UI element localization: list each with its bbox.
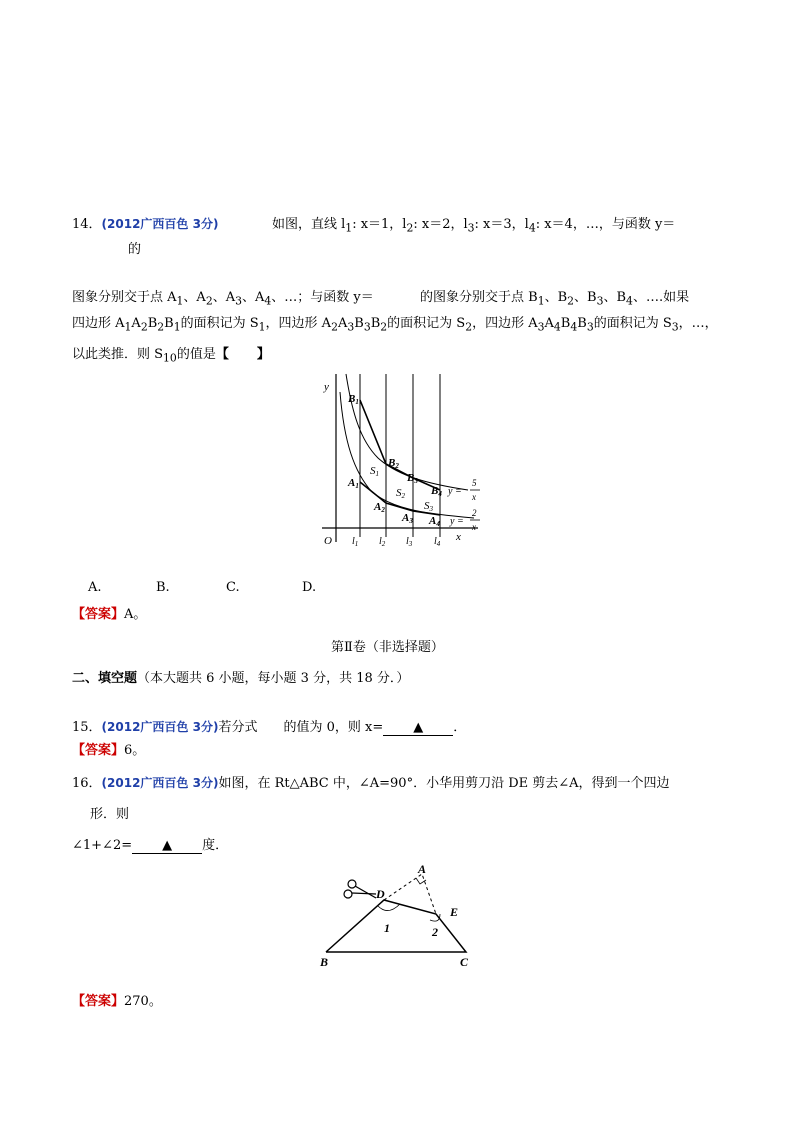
angle-1-arc bbox=[378, 904, 400, 911]
q14-text: 、B bbox=[603, 290, 627, 305]
cut-triangle-dashed bbox=[384, 874, 436, 914]
q14-text: 、A bbox=[212, 290, 236, 305]
answer-label: 【答案】 bbox=[72, 743, 125, 758]
q14-answer bbox=[72, 603, 146, 622]
q14-sub: 3 bbox=[586, 320, 594, 334]
q14-sub: 1 bbox=[258, 320, 266, 334]
q14-text: B bbox=[370, 316, 381, 331]
q15-text-a: 若分式 bbox=[218, 720, 258, 735]
q14-text: 如图，直线 l bbox=[272, 217, 346, 232]
fig-curve-bottom-label: y = bbox=[450, 516, 464, 527]
fig-s-label: S2 bbox=[396, 487, 405, 500]
q14-sub: 4 bbox=[528, 221, 536, 235]
q14-sub: 2 bbox=[465, 320, 473, 334]
q16-source: (2012广西百色 3分) bbox=[101, 776, 219, 790]
q14-text: A bbox=[131, 316, 141, 331]
fig-curve-bottom-num: 2 bbox=[472, 508, 477, 518]
fig-point-e: E bbox=[450, 905, 459, 919]
q15-line bbox=[72, 716, 466, 736]
q14-sub: 3 bbox=[347, 320, 355, 334]
fig-b-label: B3 bbox=[407, 472, 418, 485]
section-heading-rest: （本大题共 6 小题，每小题 3 分，共 18 分．） bbox=[137, 671, 410, 686]
scissors-icon bbox=[344, 880, 376, 898]
fig-s-label: S1 bbox=[370, 465, 379, 478]
q14-sub: 4 bbox=[570, 320, 578, 334]
fig-l-label: $l_2$ bbox=[379, 536, 386, 548]
q14-sub: 2 bbox=[567, 294, 575, 308]
q14-text: 的面积记为 S bbox=[593, 316, 672, 331]
section-heading-bold: 二、填空题 bbox=[72, 671, 138, 686]
q14-sub: 3 bbox=[596, 294, 604, 308]
q14-figure bbox=[318, 372, 486, 550]
fig-curve-top-num: 5 bbox=[472, 478, 477, 488]
fig-point-c: C bbox=[460, 955, 469, 969]
q16-text-a: ∠1+∠2= bbox=[72, 838, 133, 853]
q14-text: B bbox=[577, 316, 587, 331]
fig-a-label: A2 bbox=[374, 501, 385, 514]
answer-label: 【答案】 bbox=[72, 994, 125, 1009]
q14-text: : x＝4，…，与函数 y＝ bbox=[535, 217, 676, 232]
q16-text-b: 度． bbox=[202, 838, 229, 853]
q16-blank bbox=[132, 838, 202, 854]
fig-x-label: x bbox=[456, 531, 461, 543]
q14-text: 、B bbox=[574, 290, 597, 305]
q14-sub: 1 bbox=[176, 294, 184, 308]
q14-sub: 3 bbox=[235, 294, 242, 308]
q14-sub: 3 bbox=[363, 320, 371, 334]
volume-title: 第Ⅱ卷（非选择题） bbox=[331, 640, 444, 655]
q14-option-d: D. bbox=[302, 580, 317, 595]
q14-sub: 2 bbox=[157, 320, 165, 334]
q14-text: B bbox=[560, 316, 571, 331]
fig-origin-label: O bbox=[324, 535, 332, 547]
q14-line3-right bbox=[420, 286, 689, 308]
q14-line3 bbox=[72, 286, 374, 308]
q14-text: 、A bbox=[241, 290, 265, 305]
q14-sub: 2 bbox=[140, 320, 148, 334]
fig-s-label: S3 bbox=[424, 500, 433, 513]
fig-angle-2: 2 bbox=[432, 925, 438, 939]
q14-sub: 1 bbox=[537, 294, 545, 308]
q14-text: 的面积记为 S bbox=[387, 316, 466, 331]
q14-sub: 2 bbox=[406, 221, 414, 235]
fig-curve-top-label: y = bbox=[448, 486, 462, 497]
fig-b-label: B2 bbox=[388, 457, 399, 470]
q14-text: 、A bbox=[183, 290, 206, 305]
fig-point-a: A bbox=[418, 864, 427, 876]
answer-value: 270。 bbox=[124, 994, 162, 1009]
q14-sub: 3 bbox=[671, 320, 679, 334]
q14-text: ，四边形 A bbox=[265, 316, 332, 331]
answer-label: 【答案】 bbox=[72, 607, 125, 622]
q15-blank bbox=[383, 720, 453, 736]
q14-sub: 2 bbox=[380, 320, 388, 334]
fig-a-label: A3 bbox=[402, 512, 413, 525]
q14-option-c: C. bbox=[226, 580, 240, 595]
q16-figure bbox=[318, 864, 480, 970]
q14-sub: 10 bbox=[163, 351, 177, 365]
q14-line2: 的 bbox=[128, 242, 142, 257]
q14-sub: 1 bbox=[124, 320, 132, 334]
q14-sub: 3 bbox=[467, 221, 475, 235]
q14-text: B bbox=[354, 316, 364, 331]
q14-line5 bbox=[72, 343, 270, 365]
fig-y-label: y bbox=[324, 381, 329, 393]
fig-b-label: B4 bbox=[431, 485, 442, 498]
q14-sub: 2 bbox=[205, 294, 213, 308]
q14-option-a: A. bbox=[88, 580, 102, 595]
q14-source: (2012广西百色 3分) bbox=[101, 217, 219, 231]
q14-text: B bbox=[164, 316, 174, 331]
q15-end: ． bbox=[453, 720, 467, 735]
q14-text: : x＝2，l bbox=[413, 217, 468, 232]
q15-text-b: 的值为 0，则 x= bbox=[283, 720, 384, 735]
fig-b-label: B1 bbox=[348, 393, 359, 406]
q14-text: 的面积记为 S bbox=[180, 316, 259, 331]
fig-a-label: A4 bbox=[429, 515, 440, 528]
q14-text: 的图象分别交于点 B bbox=[420, 290, 538, 305]
right-angle-mark bbox=[416, 878, 426, 884]
fig-curve-bottom-den: x bbox=[472, 522, 476, 532]
q14-text: 、…；与函数 y＝ bbox=[271, 290, 374, 305]
q14-text: : x＝3，l bbox=[474, 217, 529, 232]
q14-text: A bbox=[337, 316, 348, 331]
q14-line1-text bbox=[272, 213, 675, 235]
q14-sub: 2 bbox=[331, 320, 338, 334]
q14-sub: 4 bbox=[626, 294, 633, 308]
q14-text: : x＝1，l bbox=[352, 217, 407, 232]
q14-bracket-open: 【 bbox=[215, 347, 229, 362]
answer-value: 6。 bbox=[124, 743, 146, 758]
answer-value: A。 bbox=[124, 607, 147, 622]
q14-text: 以此类推．则 S bbox=[72, 347, 164, 362]
q14-text: ，四边形 A bbox=[472, 316, 538, 331]
q15-source: (2012广西百色 3分) bbox=[101, 720, 219, 734]
q16-line3 bbox=[72, 834, 228, 854]
q16-text: 如图，在 Rt△ABC 中，∠A=90°．小华用剪刀沿 DE 剪去∠A，得到一个四边 bbox=[218, 776, 670, 791]
q14-option-b: B. bbox=[156, 580, 170, 595]
section-heading bbox=[72, 667, 409, 686]
q16-line1 bbox=[72, 772, 670, 791]
q15-answer bbox=[72, 739, 145, 758]
q14-line1 bbox=[72, 213, 218, 232]
q14-sub: 1 bbox=[173, 320, 181, 334]
q14-text: 图象分别交于点 A bbox=[72, 290, 177, 305]
q14-bracket-close: 】 bbox=[256, 347, 270, 362]
q14-sub: 4 bbox=[264, 294, 272, 308]
fig-curve-top-den: x bbox=[472, 492, 476, 502]
q14-sub: 1 bbox=[345, 221, 353, 235]
fig-l-label: $l_3$ bbox=[406, 536, 413, 548]
blank-marker: ▲ bbox=[162, 838, 173, 853]
fig-angle-1: 1 bbox=[384, 921, 390, 935]
q14-number: 14． bbox=[72, 217, 102, 232]
q15-number: 15． bbox=[72, 720, 102, 735]
fig-point-d: D bbox=[376, 887, 385, 901]
q14-text: A bbox=[544, 316, 554, 331]
q14-text: B bbox=[147, 316, 158, 331]
q14-sub: 3 bbox=[537, 320, 545, 334]
q14-text: 、….如果 bbox=[632, 290, 690, 305]
q14-text: 、B bbox=[544, 290, 568, 305]
q14-sub: 4 bbox=[553, 320, 561, 334]
fig-a-label: A1 bbox=[348, 477, 359, 490]
q16-number: 16． bbox=[72, 776, 102, 791]
q14-text: 四边形 A bbox=[72, 316, 125, 331]
q16-answer bbox=[72, 990, 162, 1009]
q16-line2: 形．则 bbox=[90, 807, 130, 822]
q14-text: 的值是 bbox=[176, 347, 216, 362]
fig-point-b: B bbox=[320, 955, 329, 969]
fig-l-label: $l_4$ bbox=[434, 536, 441, 548]
fig-l-label: $l_1$ bbox=[352, 536, 359, 548]
blank-marker: ▲ bbox=[413, 720, 424, 735]
q14-text: ，…， bbox=[678, 316, 718, 331]
q14-line4 bbox=[72, 312, 718, 334]
